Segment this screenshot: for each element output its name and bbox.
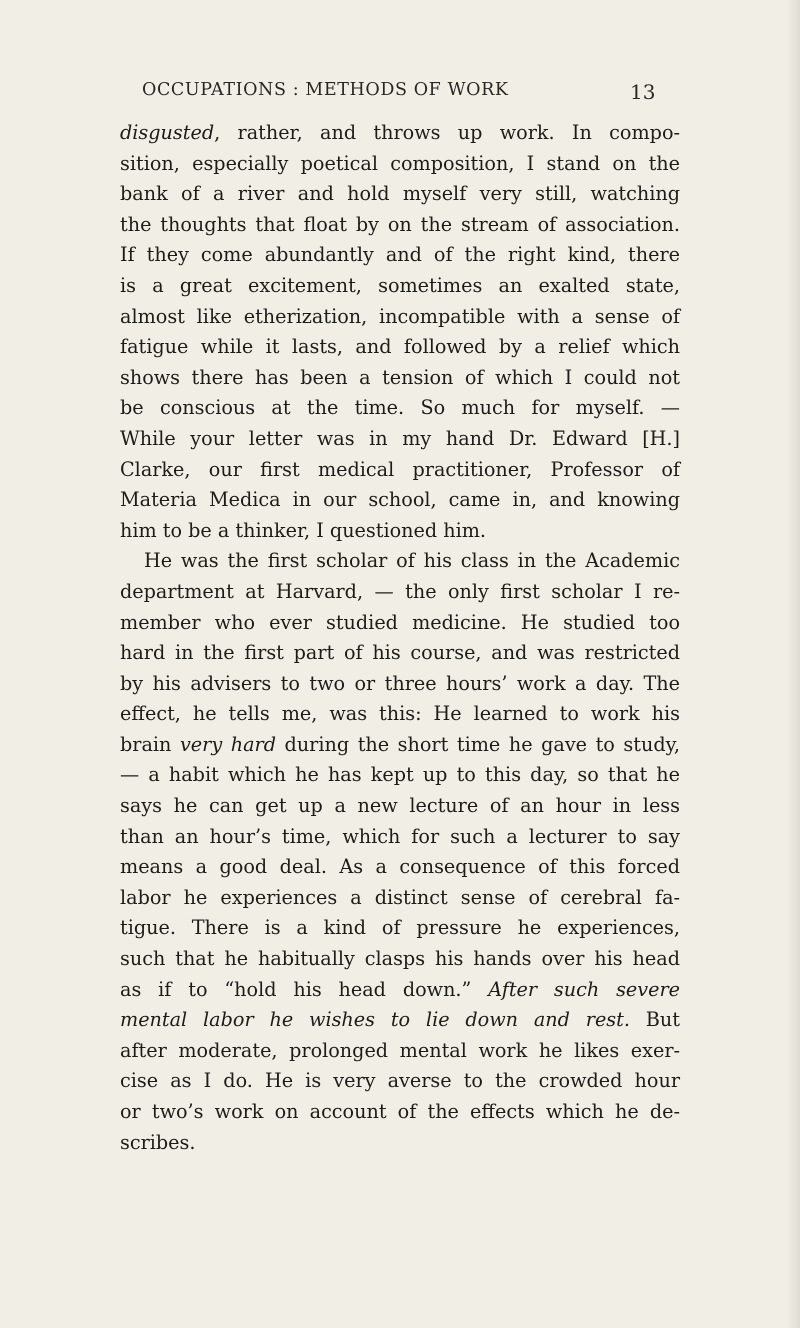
text-line — [120, 1036, 680, 1067]
text-segment: labor he experiences a distinct sense of cerebral fa- — [120, 885, 680, 909]
text-line — [120, 302, 680, 333]
page-number: 13 — [630, 80, 656, 104]
text-segment: be conscious at the time. So much for myself. — — [120, 396, 680, 420]
text-line — [120, 699, 680, 730]
running-head: OCCUPATIONS : METHODS OF WORK — [142, 80, 509, 100]
text-segment: by his advisers to two or three hours’ work a day. The — [120, 671, 680, 695]
text-line — [120, 577, 680, 608]
text-line — [120, 210, 680, 241]
text-line — [120, 485, 680, 516]
text-line — [120, 730, 680, 761]
text-segment: effect, he tells me, was this: He learned to work his — [120, 702, 680, 726]
text-line — [120, 393, 680, 424]
text-line — [120, 332, 680, 363]
text-segment: almost like etherization, incompatible with a sense of — [120, 304, 680, 328]
text-line — [120, 913, 680, 944]
text-segment: the thoughts that float by on the stream of association. — [120, 212, 680, 236]
text-segment: is a great excitement, sometimes an exalted state, — [120, 273, 680, 297]
text-line — [120, 822, 680, 853]
text-segment: says he can get up a new lecture of an hour in less — [120, 794, 680, 818]
text-line — [120, 240, 680, 271]
text-segment: Materia Medica in our school, came in, and knowing — [120, 488, 680, 512]
text-segment: shows there has been a tension of which I could not — [120, 365, 680, 389]
italic-text: disgusted — [120, 121, 215, 144]
text-line — [120, 1005, 680, 1036]
text-segment: tigue. There is a kind of pressure he experiences, — [120, 916, 680, 940]
text-segment: But — [629, 1008, 680, 1032]
text-segment: He was the first scholar of his class in the Academic — [144, 549, 680, 573]
text-segment: as if to “hold his head down.” — [120, 977, 489, 1001]
italic-text: mental labor he wishes to lie down and rest. — [120, 1008, 630, 1032]
italic-text: very hard — [179, 732, 276, 756]
text-line — [120, 791, 680, 822]
text-segment: fatigue while it lasts, and followed by a relief which — [120, 335, 680, 359]
text-segment: means a good deal. As a consequence of this forced — [120, 855, 680, 879]
text-line — [120, 944, 680, 975]
text-segment: during the short time he gave to study, — [275, 732, 680, 756]
text-segment: such that he habitually clasps his hands over his head — [120, 947, 680, 971]
text-line — [120, 608, 680, 639]
text-segment: after moderate, prolonged mental work he likes exer- — [120, 1038, 680, 1062]
body-text — [120, 118, 680, 1158]
italic-text: After such severe — [488, 977, 680, 1001]
text-segment: hard in the first part of his course, and was restricted — [120, 641, 680, 665]
text-line — [120, 883, 680, 914]
text-segment: or two’s work on account of the effects which he de- — [120, 1100, 680, 1123]
text-segment: bank of a river and hold myself very still, watching — [120, 182, 680, 206]
text-line — [120, 669, 680, 700]
text-segment: brain — [120, 732, 180, 756]
text-line — [120, 455, 680, 486]
text-segment: cise as I do. He is very averse to the crowded hour — [120, 1069, 680, 1093]
text-segment: department at Harvard, — the only first scholar I re- — [120, 579, 680, 603]
text-line — [120, 179, 680, 210]
text-segment: If they come abundantly and of the right kind, there — [120, 243, 680, 267]
text-line — [120, 638, 680, 669]
text-segment: Clarke, our first medical practitioner, Professor of — [120, 457, 680, 481]
text-line — [120, 363, 680, 394]
page-edge-shadow — [786, 0, 800, 1328]
text-segment: scribes. — [120, 1130, 196, 1154]
text-line — [120, 424, 680, 455]
text-line — [120, 271, 680, 302]
text-line — [120, 975, 680, 1006]
text-line — [120, 1128, 680, 1159]
text-line — [120, 546, 680, 577]
text-line — [120, 118, 680, 149]
text-line — [120, 760, 680, 791]
text-line — [120, 516, 680, 547]
text-line — [120, 1097, 680, 1128]
text-segment: sition, especially poetical composition, I stand on the — [120, 151, 680, 175]
text-line — [120, 852, 680, 883]
text-segment: While your letter was in my hand Dr. Edward [H.] — [120, 426, 680, 450]
text-segment: — a habit which he has kept up to this day, so that he — [120, 763, 680, 787]
text-segment: member who ever studied medicine. He studied too — [120, 610, 680, 634]
text-segment: than an hour’s time, which for such a lecturer to say — [120, 824, 680, 848]
text-segment: , rather, and throws up work. In compo- — [214, 121, 680, 144]
text-line — [120, 149, 680, 180]
text-segment: him to be a thinker, I questioned him. — [120, 518, 487, 542]
text-line — [120, 1066, 680, 1097]
